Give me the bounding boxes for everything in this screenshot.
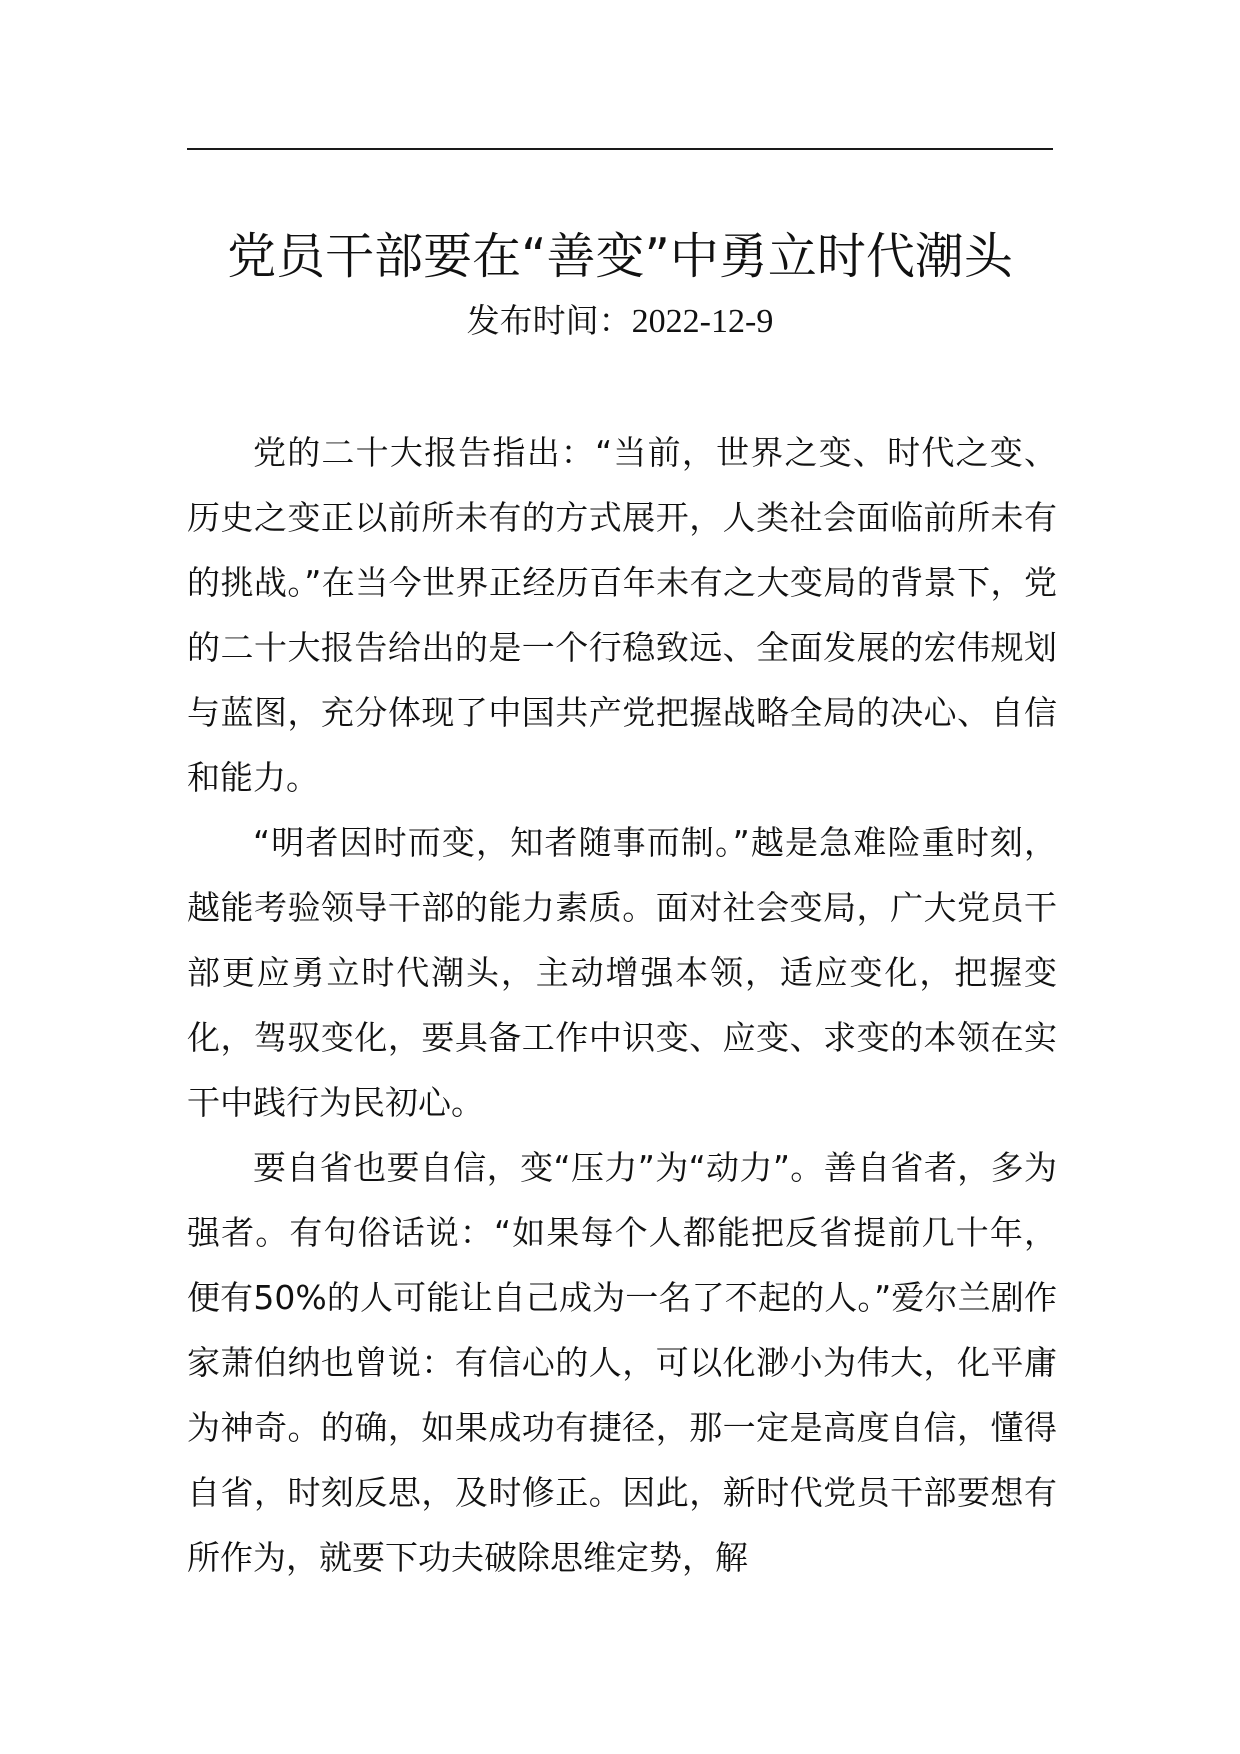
article-body [187,420,1057,1590]
paragraph: 党的二十大报告指出：“当前，世界之变、时代之变、历史之变正以前所未有的方式展开，人类社会面临前所未有的挑战。”在当今世界正经历百年未有之大变局的背景下，党的二十大报告给出的是一个行稳致远、全面发展的宏伟规划与蓝图，充分体现了中国共产党把握战略全局的决心、自信和能力。 [187,433,1057,797]
publish-date-value: 2022-12-9 [631,303,774,340]
paragraph: “明者因时而变，知者随事而制。”越是急难险重时刻，越能考验领导干部的能力素质。面对社会变局，广大党员干部更应勇立时代潮头，主动增强本领，适应变化，把握变化，驾驭变化，要具备工作中识变、应变、求变的本领在实干中践行为民初心。 [187,823,1057,1122]
header-rule [187,148,1053,150]
publish-date-line [0,296,1240,347]
publish-date-label: 发布时间： [466,301,632,340]
paragraph: 要自省也要自信，变“压力”为“动力”。善自省者，多为强者。有句俗话说：“如果每个人都能把反省提前几十年，便有50%的人可能让自己成为一名了不起的人。”爱尔兰剧作家萧伯纳也曾说：有信心的人，可以化渺小为伟大，化平庸为神奇。的确，如果成功有捷径，那一定是高度自信，懂得自省，时刻反思，及时修正。因此，新时代党员干部要想有所作为，就要下功夫破除思维定势，解 [187,1148,1057,1577]
article-title: 党员干部要在“善变”中勇立时代潮头 [227,228,1013,285]
